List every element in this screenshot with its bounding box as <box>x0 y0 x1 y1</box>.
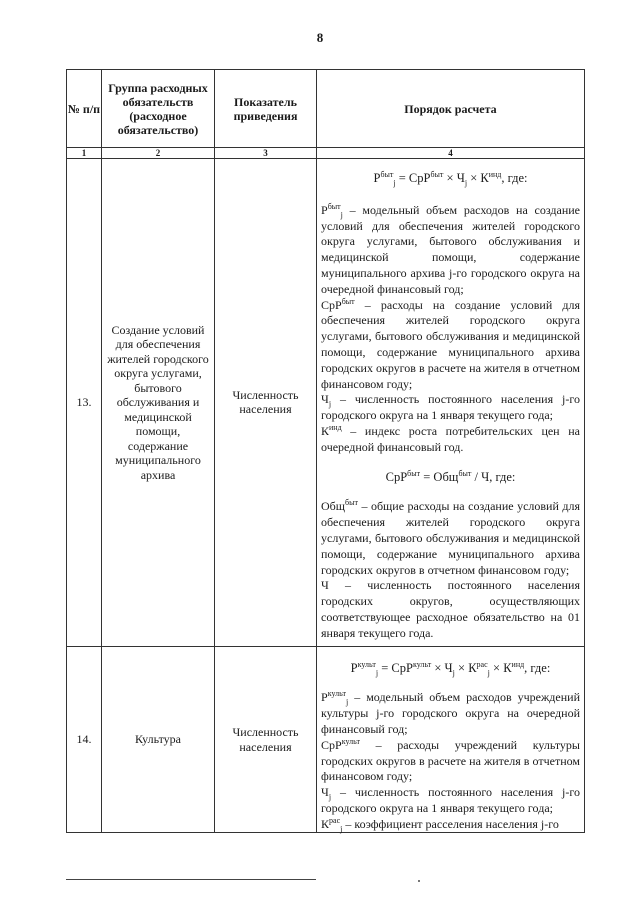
row-procedure <box>317 646 585 833</box>
row-group-text: Создание условий для обеспечения жителей городского округа услугами, бытового обслуживания и медицинской помощи, содержание муниципального архива <box>107 322 209 482</box>
column-number: 2 <box>102 148 215 159</box>
row-group <box>102 646 215 833</box>
row-group-text: Культура <box>135 732 181 747</box>
column-number: 3 <box>215 148 317 159</box>
scan-mark <box>418 880 420 882</box>
table-row <box>67 646 585 833</box>
definition: СрР$^{быт}$ – расходы на создание условий для обеспечения жителей городского округа услугами, бытового обслуживания и медицинской помощи, содержание муниципального архива городских округов в расчете на жителя в отчетном финансовом году; <box>321 296 580 391</box>
definition: $Р^{быт}_j$ – модельный объем расходов на создание условий для обеспечения жителей городского округа услугами, бытового обслуживания и медицинской помощи, содержание муниципального архива j-го городского округа на очередной финансовый год; <box>321 201 580 296</box>
row-indicator <box>215 646 317 833</box>
definition: Общ$^{быт}$ – общие расходы на создание условий для обеспечения жителей городского округа услугами, бытового обслуживания и медицинской помощи, содержание муниципального архива городских округов в отчетном финансовом году; <box>321 498 580 577</box>
column-number-row <box>67 148 585 159</box>
row-number: 14. <box>67 646 102 833</box>
row-group <box>102 159 215 647</box>
header-indicator: Показатель приведения <box>215 70 317 148</box>
column-number: 1 <box>67 148 102 159</box>
definition: $Р^{культ}_j$ – модельный объем расходов учреждений культуры j-го городского округа на очередной финансовый год; <box>321 689 580 736</box>
definition: СрР$^{культ}$ – расходы учреждений культуры городских округов в расчете на жителя в отчетном финансовом году; <box>321 736 580 784</box>
header-row <box>67 70 585 148</box>
calculation-table <box>66 69 585 833</box>
definition: $Ч_j$ – численность постоянного населения j-го городского округа на 1 января текущего года; <box>321 392 580 423</box>
definition: $Ч_j$ – численность постоянного населения j-го городского округа на 1 января текущего года; <box>321 785 580 815</box>
table-row <box>67 159 585 647</box>
column-number: 4 <box>317 148 585 159</box>
formula: $Р^{быт}_j = СрР^{быт} \times Ч_j \times К^{инд}$, где: <box>373 169 528 188</box>
page-number: 8 <box>316 30 324 45</box>
definition: Ч – численность постоянного населения городских округов, осуществляющих соответствующее расходное обязательство на 01 января текущего года. <box>321 578 580 640</box>
header-num: № п/п <box>67 70 102 148</box>
definition: $К^{инд}$ – индекс роста потребительских цен на очередной финансовый год. <box>321 422 580 454</box>
row-procedure <box>317 159 585 647</box>
header-procedure: Порядок расчета <box>317 70 585 148</box>
footer-rule <box>66 879 316 880</box>
header-group: Группа расходных обязательств (расходное обязательство) <box>102 70 215 148</box>
definition: $К^{рас}_j$ – коэффициент расселения населения j-го <box>321 815 559 834</box>
formula: $Р^{культ}_j = СрР^{культ} \times Ч_j \times К^{рас}_j \times К^{инд}$, где: <box>350 659 551 678</box>
row-indicator-text: Численность населения <box>232 387 299 417</box>
row-indicator <box>215 159 317 647</box>
row-number: 13. <box>67 159 102 647</box>
row-indicator-text: Численность населения <box>232 725 299 754</box>
formula: СрР$^{быт}$ = Общ$^{быт}$ / Ч, где: <box>385 468 516 484</box>
